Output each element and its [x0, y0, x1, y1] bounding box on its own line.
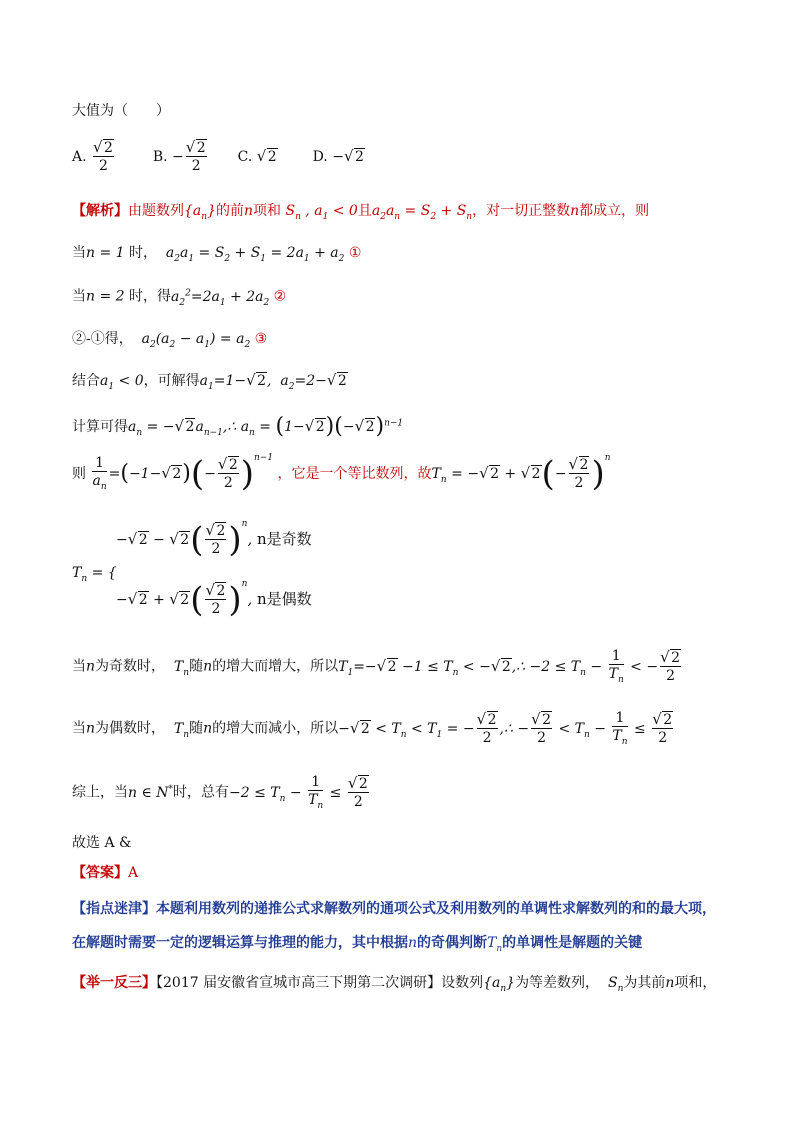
option-a-value: √ $\frac{2}{2}$ — [93, 140, 114, 174]
answer-line: 【答案】A — [72, 865, 139, 881]
option-a-label: A. — [72, 149, 87, 166]
step-reciprocal: 则 $\frac{1}{a_n}$ =(−1−√ 2)(− √ $\frac{2}{2}$ )$^{n-1}$ ，它是一个等比数列，故$T_n$ = −√ 2 + √ 2(− √ $\frac{2}{2}$ )$^n$ — [72, 454, 611, 493]
tips-line-2: 在解题时需要一定的逻辑运算与推理的能力，其中根据n的奇偶判断$T_n$的单调性是解题的关键 — [72, 935, 643, 954]
summary: 综上，当n ∈ N*时，总有$-2 \le T_n$ − $\frac{1}{T_n}$ ≤ √ $\frac{2}{2}$ — [72, 774, 371, 811]
option-b-label: B. — [152, 149, 168, 166]
analysis-tag: 【解析】 — [72, 203, 128, 219]
piecewise-odd: −√ 2 − √ 2( √ $\frac{2}{2}$ )$^n$, n是奇数 — [116, 520, 312, 557]
step-n2: 当n = 2 时，得$a_2^2=2a_1 + 2a_2$ ② — [72, 288, 287, 308]
option-c-value: √ 2 — [257, 150, 278, 164]
analysis-intro: 【解析】由题数列$\{a_n\}$的前n项和 $S_n$ , $a_1 < 0$且$a_2a_n = S_2 + S_n$，对一切正整数n都成立，则 — [72, 203, 650, 222]
piecewise-even: −√ 2 + √ 2( √ $\frac{2}{2}$ )$^n$, n是偶数 — [116, 580, 312, 617]
question-tail: 大值为（ ） — [72, 103, 170, 119]
step-general-term: 计算可得$a_n$ = −√ $2a_{n-1},\therefore$ $a_n = (1-√$ 2)(−√ 2)$^{n-1}$ — [72, 416, 403, 438]
option-d-value: −√ 2 — [332, 149, 365, 165]
tips-line-1: 【指点迷津】本题利用数列的递推公式求解数列的通项公式及利用数列的单调性求解数列的和的最大项， — [72, 901, 716, 917]
step-solve: 结合$a_1 < 0$，可解得$a_1=1-√$ 2, $a_2=2-√$ 2 — [72, 374, 348, 392]
example-line: 【举一反三】【2017 届安徽省宣城市高三下期第二次调研】设数列$\{a_n\}$为等差数列， $S_n$为其前n项和， — [72, 975, 717, 994]
options-row: A. √ $\frac{2}{2}$ B. − √ $\frac{2}{2}$ C. √ 2 D. −√ 2 — [72, 140, 365, 174]
option-b-value: √ $\frac{2}{2}$ — [186, 140, 207, 174]
option-c-label: C. — [237, 149, 253, 166]
even-case: 当n为偶数时， $T_n$随n的增大而减小，所以−√ $2 < T_n < T_1$ = − √ $\frac{2}{2}$ ,∴ − √ $\frac{2}{2}$ < $T_n$ − $\frac{1}{T_n}$ ≤ √ $\frac{2}{2}$ — [72, 710, 675, 747]
odd-case: 当n为奇数时， $T_n$随n的增大而增大，所以$T_1=-√$ $2 -1 \le T_n$ < −√ 2,∴ $-2 \le T_n$ − $\frac{1}{T_n}$ < − √ $\frac{2}{2}$ — [72, 648, 683, 685]
piecewise-label: $T_n$ = { — [72, 565, 117, 584]
step-n1: 当n = 1 时， $a_2a_1 = S_2 + S_1 = 2a_1 + a_2$ ① — [72, 245, 362, 264]
option-d-label: D. — [312, 149, 328, 166]
step-diff: ②-①得， $a_2(a_2 - a_1) = a_2$ ③ — [72, 331, 268, 350]
choose-line: 故选 A & — [72, 835, 132, 851]
